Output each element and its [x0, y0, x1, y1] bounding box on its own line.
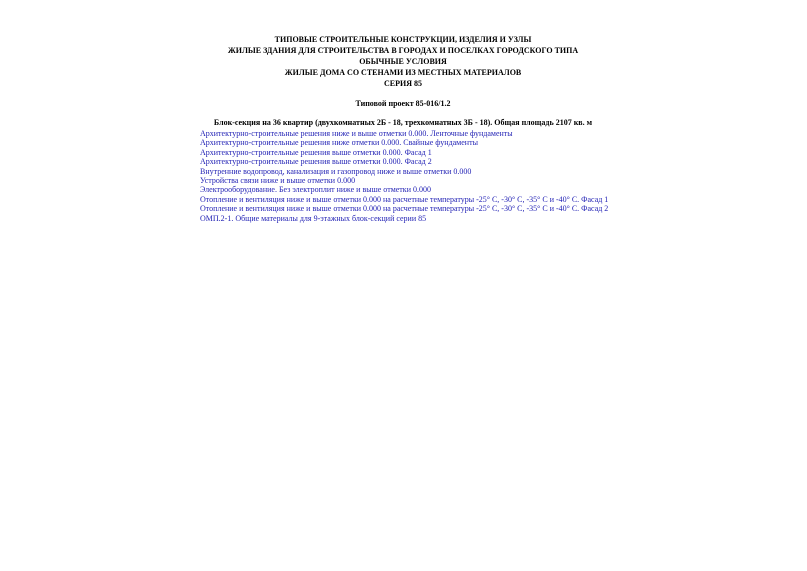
project-title: Типовой проект 85-016/1.2 [355, 99, 451, 108]
link-architecture-facade-2[interactable]: Архитектурно-строительные решения выше отметки 0.000. Фасад 2 [200, 157, 432, 167]
header-line-3: ОБЫЧНЫЕ УСЛОВИЯ [359, 57, 447, 66]
link-heating-facade-1[interactable]: Отопление и вентиляция ниже и выше отметки 0.000 на расчетные температуры -25° С, -30° С, -35° С и -40° С. Фасад 1 [200, 194, 609, 204]
link-electrical[interactable]: Электрооборудование. Без электроплит ниже и выше отметки 0.000 [200, 185, 431, 195]
link-general-materials[interactable]: ОМП.2-1. Общие материалы для 9-этажных блок-секций серии 85 [200, 213, 427, 223]
header-line-1: ТИПОВЫЕ СТРОИТЕЛЬНЫЕ КОНСТРУКЦИИ, ИЗДЕЛИЯ И УЗЛЫ [274, 35, 532, 44]
list-item [200, 194, 609, 204]
header-line-4: ЖИЛЫЕ ДОМА СО СТЕНАМИ ИЗ МЕСТНЫХ МАТЕРИАЛОВ [284, 68, 522, 77]
list-item [200, 157, 606, 166]
link-communications[interactable]: Устройства связи ниже и выше отметки 0.000 [200, 176, 356, 186]
link-architecture-pile-foundations[interactable]: Архитектурно-строительные решения ниже отметки 0.000. Свайные фундаменты [200, 138, 478, 148]
link-architecture-facade-1[interactable]: Архитектурно-строительные решения выше отметки 0.000. Фасад 1 [200, 147, 432, 157]
link-architecture-strip-foundations[interactable]: Архитектурно-строительные решения ниже и выше отметки 0.000. Ленточные фундаменты [200, 129, 513, 138]
link-heating-facade-2[interactable]: Отопление и вентиляция ниже и выше отметки 0.000 на расчетные температуры -25° С, -30° С, -35° С и -40° С. Фасад 2 [200, 204, 609, 214]
list-item [200, 185, 606, 194]
header-line-5: СЕРИЯ 85 [384, 79, 422, 88]
list-item [200, 148, 606, 157]
list-item [200, 214, 606, 223]
header-line-2: ЖИЛЫЕ ЗДАНИЯ ДЛЯ СТРОИТЕЛЬСТВА В ГОРОДАХ И ПОСЕЛКАХ ГОРОДСКОГО ТИПА [227, 46, 579, 55]
list-item [200, 176, 606, 185]
list-item [200, 129, 606, 138]
list-item [200, 167, 606, 176]
list-item [200, 138, 606, 147]
list-item [200, 204, 609, 214]
project-subtitle: Блок-секция на 36 квартир (двухкомнатных 2Б - 18, трехкомнатных 3Б - 18). Общая площадь 2107 кв. м [213, 118, 593, 127]
document-links-list [200, 129, 609, 223]
link-plumbing-gas[interactable]: Внутренние водопровод, канализация и газопровод ниже и выше отметки 0.000 [200, 166, 472, 176]
series-header [200, 34, 606, 89]
